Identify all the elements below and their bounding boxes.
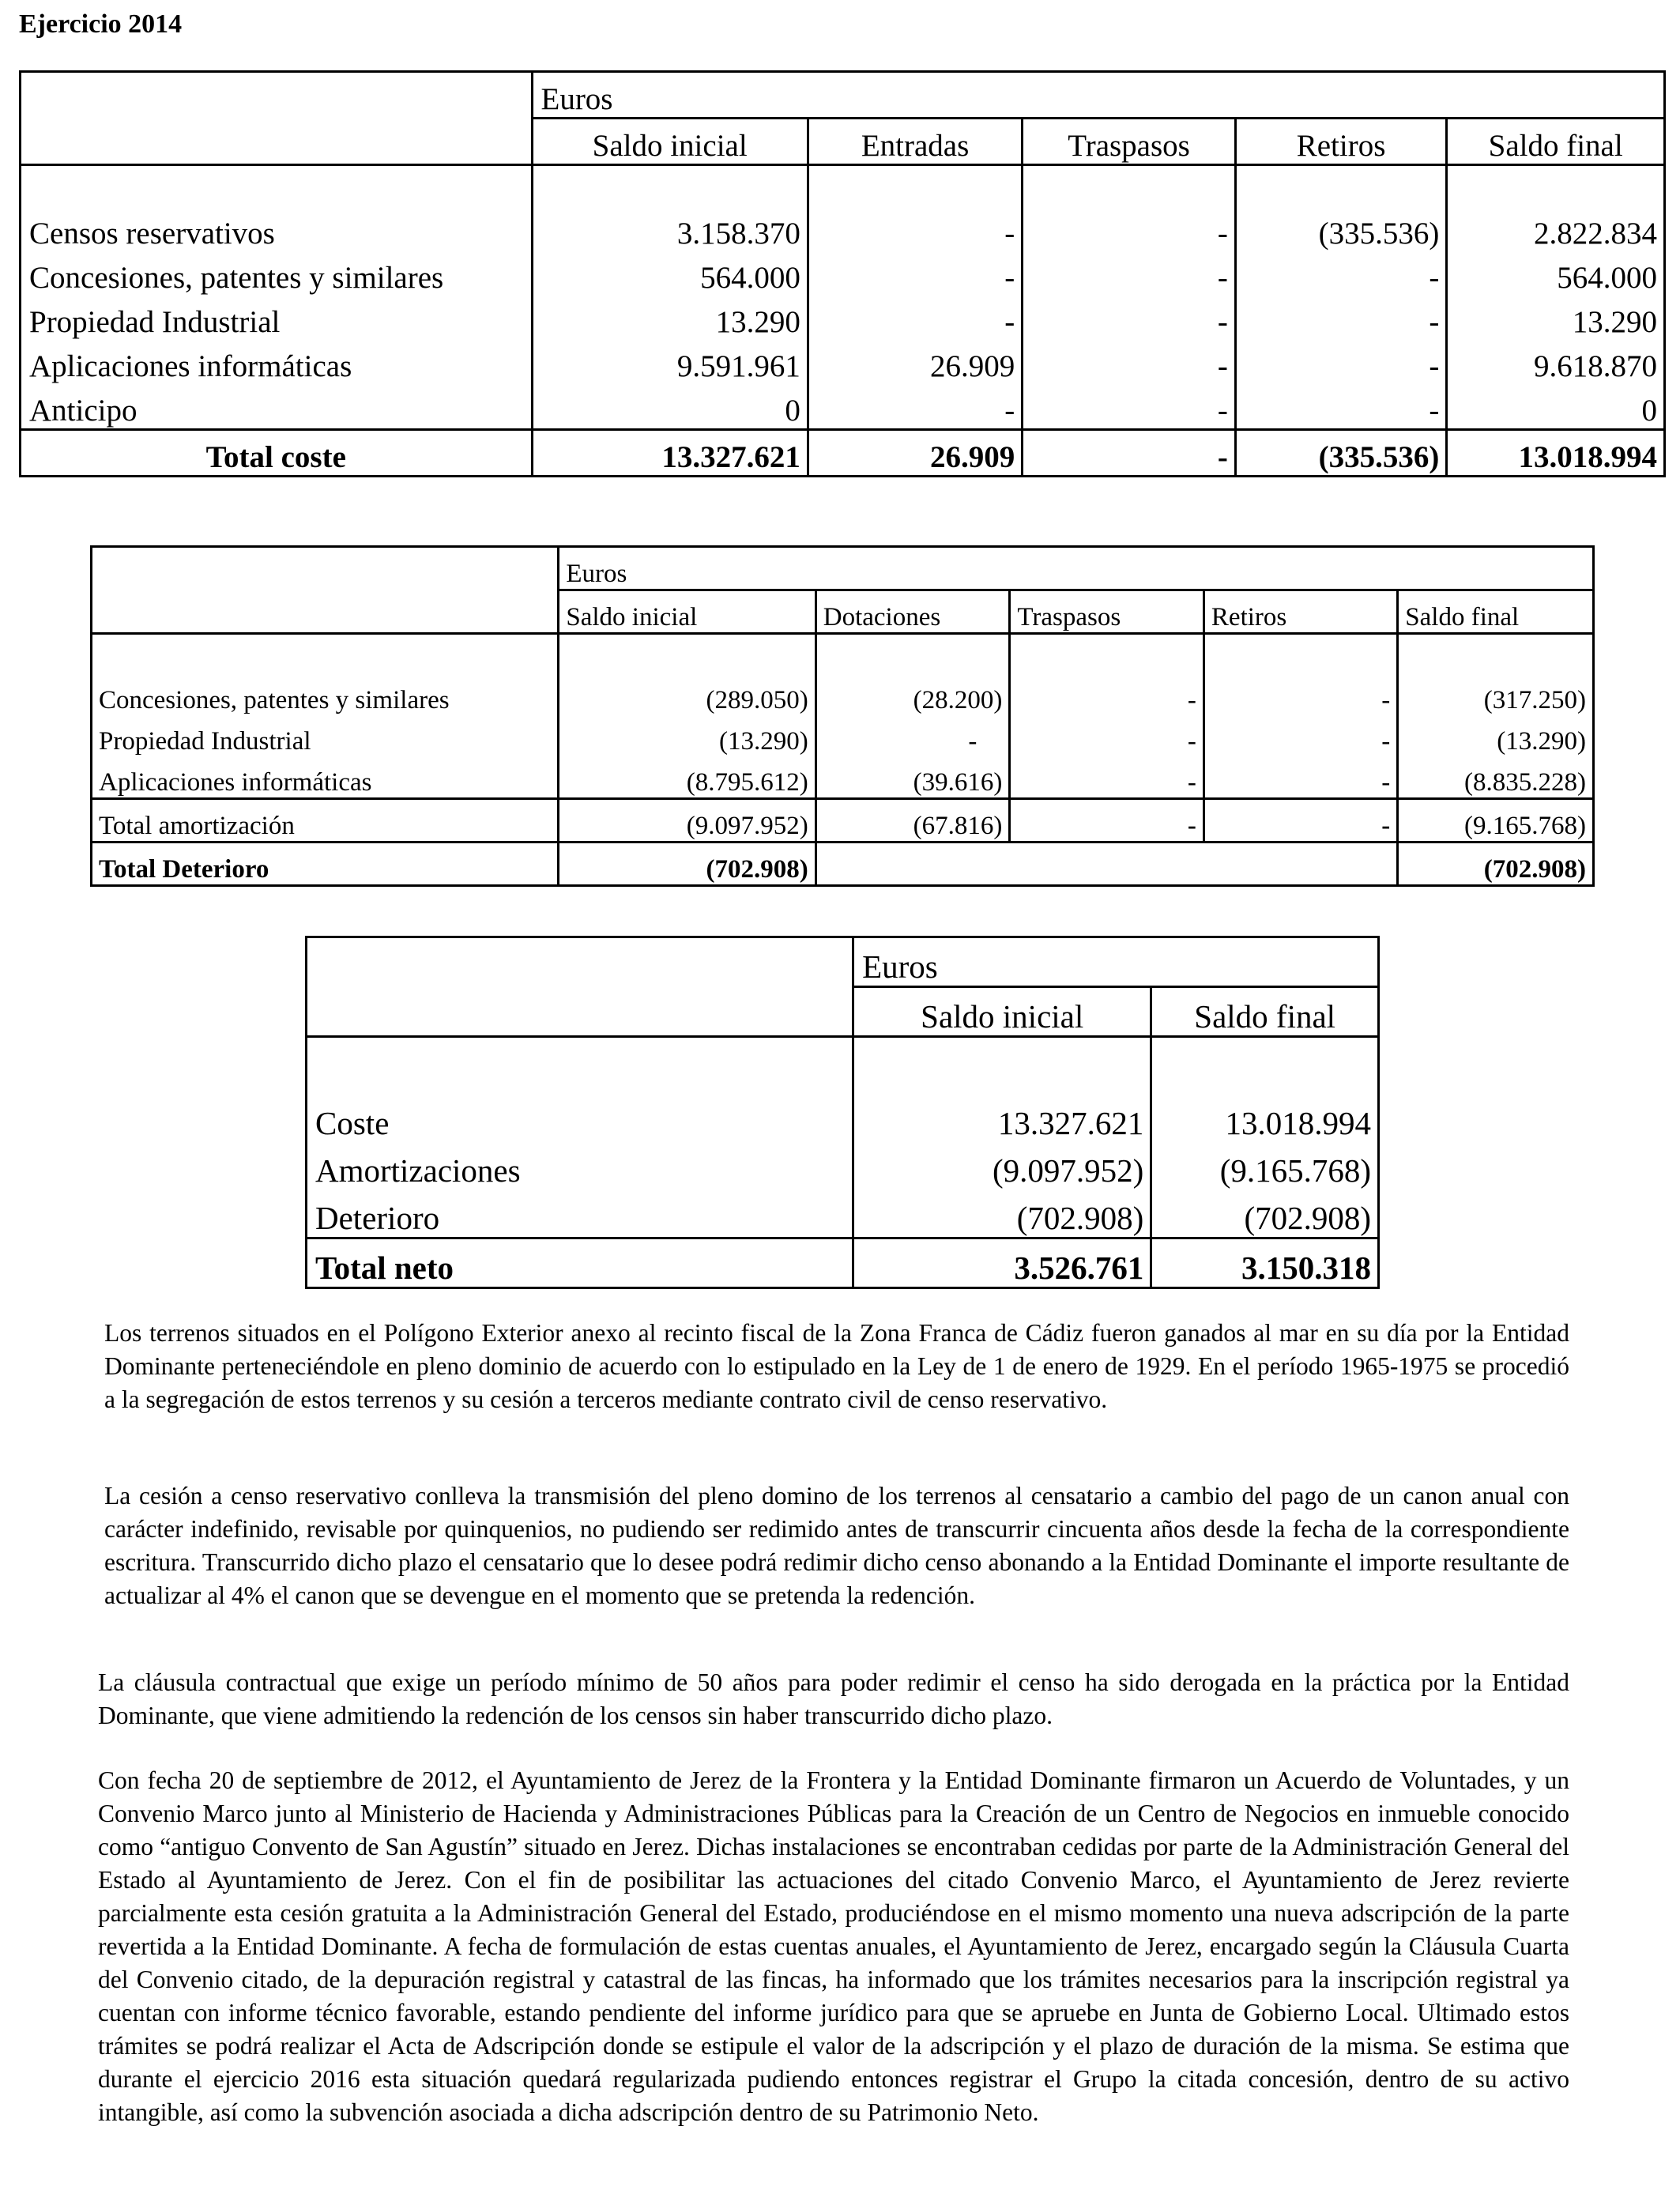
cell-value: (9.097.952)	[853, 1142, 1151, 1189]
cell-value: 0	[1447, 384, 1665, 430]
table-row	[21, 251, 1665, 296]
cell-value: (702.908)	[1151, 1189, 1379, 1238]
cell-value: (317.250)	[1398, 674, 1594, 715]
cell-value: -	[1010, 674, 1204, 715]
unit-label: Euros	[559, 547, 1594, 590]
column-header: Saldo inicial	[853, 987, 1151, 1037]
cell-value: (9.165.768)	[1151, 1142, 1379, 1189]
total-label: Total Deterioro	[92, 843, 559, 886]
paragraph: Con fecha 20 de septiembre de 2012, el Ayuntamiento de Jerez de la Frontera y la Entidad Dominante firmaron un Acuerdo de Voluntades, y un Convenio Marco junto al Ministerio de Hacienda y Administraciones Públicas para la Creación de un Centro de Negocios en inmueble conocido como “antiguo Convento de San Agustín” situado en Jerez. Dichas instalaciones se encontraban cedidas por parte de la Administración General del Estado al Ayuntamiento de Jerez. Con el fin de posibilitar las actuaciones del citado Convenio Marco, el Ayuntamiento de Jerez revierte parcialmente esta cesión gratuita a la Administración General del Estado, produciéndose en el mismo momento una nueva adscripción de la parte revertida a la Entidad Dominante. A fecha de formulación de estas cuentas anuales, el Ayuntamiento de Jerez, encargado según la Cláusula Cuarta del Convenio citado, de la depuración registral y catastral de las fincas, ha informado que los trámites necesarios para la inscripción registral ya cuentan con informe técnico favorable, estando pendiente del informe jurídico para que se apruebe en Junta de Gobierno Local. Ultimado estos trámites se podrá realizar el Acta de Adscripción donde se estipule el valor de la adscripción y el plazo de duración de la misma. Se estima que durante el ejercicio 2016 esta situación quedará regularizada pudiendo entonces registrar el Grupo la citada concesión, dentro de su activo intangible, así como la subvención asociada a dicha adscripción dentro de su Patrimonio Neto.	[98, 1766, 1569, 2126]
cell-value: -	[1235, 296, 1447, 340]
table-row	[21, 384, 1665, 430]
cell-value: -	[1023, 296, 1236, 340]
row-label: Anticipo	[29, 394, 137, 428]
cell-value: -	[1235, 251, 1447, 296]
cell-value: (13.290)	[559, 715, 816, 756]
row-label: Concesiones, patentes y similares	[29, 261, 444, 295]
row-label: Propiedad Industrial	[29, 305, 281, 339]
total-value: 3.526.761	[853, 1238, 1151, 1288]
header-blank	[307, 937, 853, 987]
table-row	[307, 1189, 1379, 1238]
column-header: Retiros	[1235, 119, 1447, 165]
cell-value: (39.616)	[816, 756, 1010, 799]
paragraph: La cesión a censo reservativo conlleva la transmisión del pleno domino de los terrenos al censatario a cambio del pago de un canon anual con carácter indefinido, revisable por quinquenios, no pudiendo ser redimido antes de transcurrir cincuenta años desde la fecha de la correspondiente escritura. Transcurrido dicho plazo el censatario que lo desee podrá redimir dicho censo abonando a la Entidad Dominante el importe resultante de actualizar al 4% el canon que se devengue en el momento que se pretenda la redención.	[104, 1482, 1569, 1609]
cell-value: (335.536)	[1235, 207, 1447, 251]
total-label: Total neto	[307, 1238, 853, 1288]
total-value: (67.816)	[816, 799, 1010, 843]
cell-value: -	[808, 296, 1022, 340]
total-value: -	[1023, 430, 1236, 477]
cell-value: -	[1203, 715, 1397, 756]
table-row	[307, 1095, 1379, 1142]
unit-label: Euros	[532, 72, 1665, 119]
cell-value: (8.795.612)	[559, 756, 816, 799]
table-row	[307, 1142, 1379, 1189]
total-value: 13.018.994	[1447, 430, 1665, 477]
total-value: (702.908)	[1398, 843, 1594, 886]
cell-value: 3.158.370	[532, 207, 808, 251]
cell-value: 13.290	[1447, 296, 1665, 340]
cell-value: 13.290	[532, 296, 808, 340]
row-label: Concesiones, patentes y similares	[99, 686, 450, 714]
header-blank	[21, 119, 533, 165]
column-header: Saldo final	[1398, 590, 1594, 634]
cell-value: -	[1203, 756, 1397, 799]
column-header: Traspasos	[1010, 590, 1204, 634]
cell-value: -	[1023, 340, 1236, 384]
cell-value: (28.200)	[816, 674, 1010, 715]
cell-value: -	[1235, 384, 1447, 430]
cell-value: -	[808, 251, 1022, 296]
cell-value: (13.290)	[1398, 715, 1594, 756]
unit-label: Euros	[853, 937, 1379, 987]
cell-value: -	[816, 715, 1010, 756]
amortization-table	[90, 545, 1595, 887]
cell-value: 564.000	[1447, 251, 1665, 296]
cell-value: -	[808, 207, 1022, 251]
cell-value: 9.618.870	[1447, 340, 1665, 384]
header-blank	[307, 987, 853, 1037]
net-table	[305, 936, 1380, 1289]
cell-value: 9.591.961	[532, 340, 808, 384]
cell-value: 2.822.834	[1447, 207, 1665, 251]
table-row	[21, 340, 1665, 384]
cell-value: -	[1235, 340, 1447, 384]
cell-value: 13.327.621	[853, 1095, 1151, 1142]
cell-value: -	[1010, 756, 1204, 799]
cell-value: -	[1203, 674, 1397, 715]
total-value: (702.908)	[559, 843, 816, 886]
row-label: Aplicaciones informáticas	[29, 349, 352, 383]
total-row	[21, 430, 1665, 477]
header-blank	[21, 72, 533, 119]
cell-value: (289.050)	[559, 674, 816, 715]
header-blank	[92, 590, 559, 634]
total-value: 13.327.621	[532, 430, 808, 477]
row-label: Propiedad Industrial	[99, 727, 311, 756]
total-row	[307, 1238, 1379, 1288]
total-row	[92, 799, 1594, 843]
column-header: Dotaciones	[816, 590, 1010, 634]
paragraph: Los terrenos situados en el Polígono Exterior anexo al recinto fiscal de la Zona Franca de Cádiz fueron ganados al mar en su día por la Entidad Dominante perteneciéndole en pleno dominio de acuerdo con lo estipulado en la Ley de 1 de enero de 1929. En el período 1965-1975 se procedió a la segregación de estos terrenos y su cesión a terceros mediante contrato civil de censo reservativo.	[104, 1319, 1569, 1413]
column-header: Entradas	[808, 119, 1022, 165]
table-row	[92, 756, 1594, 799]
column-header: Traspasos	[1023, 119, 1236, 165]
table-row	[92, 674, 1594, 715]
column-header: Saldo inicial	[559, 590, 816, 634]
cell-value: -	[808, 384, 1022, 430]
cell-value: 564.000	[532, 251, 808, 296]
row-label: Deterioro	[315, 1200, 440, 1236]
total-value: (9.165.768)	[1398, 799, 1594, 843]
total-row	[92, 843, 1594, 886]
paragraph: La cláusula contractual que exige un período mínimo de 50 años para poder redimir el censo ha sido derogada en la práctica por la Entidad Dominante, que viene admitiendo la redención de los censos sin haber transcurrido dicho plazo.	[98, 1668, 1569, 1729]
row-label: Censos reservativos	[29, 217, 275, 251]
cell-value: 26.909	[808, 340, 1022, 384]
cell-value: (702.908)	[853, 1189, 1151, 1238]
cell-value: 0	[532, 384, 808, 430]
cell-value: -	[1010, 715, 1204, 756]
cell-value: -	[1023, 207, 1236, 251]
total-label: Total coste	[21, 430, 533, 477]
total-value: 26.909	[808, 430, 1022, 477]
total-value: -	[1010, 799, 1204, 843]
total-value: (335.536)	[1235, 430, 1447, 477]
table-row	[21, 207, 1665, 251]
total-value: -	[1203, 799, 1397, 843]
header-blank	[92, 547, 559, 590]
total-label: Total amortización	[92, 799, 559, 843]
row-label: Aplicaciones informáticas	[99, 768, 372, 797]
row-label: Amortizaciones	[315, 1152, 521, 1189]
cell-value: (8.835.228)	[1398, 756, 1594, 799]
column-header: Saldo final	[1447, 119, 1665, 165]
table-row	[92, 715, 1594, 756]
row-label: Coste	[315, 1105, 390, 1141]
column-header: Saldo inicial	[532, 119, 808, 165]
cell-value: 13.018.994	[1151, 1095, 1379, 1142]
total-value: 3.150.318	[1151, 1238, 1379, 1288]
cost-table	[19, 70, 1666, 477]
cell-value: -	[1023, 384, 1236, 430]
page-heading: Ejercicio 2014	[19, 9, 183, 39]
column-header: Retiros	[1203, 590, 1397, 634]
table-row	[21, 296, 1665, 340]
cell-value: -	[1023, 251, 1236, 296]
total-value: (9.097.952)	[559, 799, 816, 843]
column-header: Saldo final	[1151, 987, 1379, 1037]
